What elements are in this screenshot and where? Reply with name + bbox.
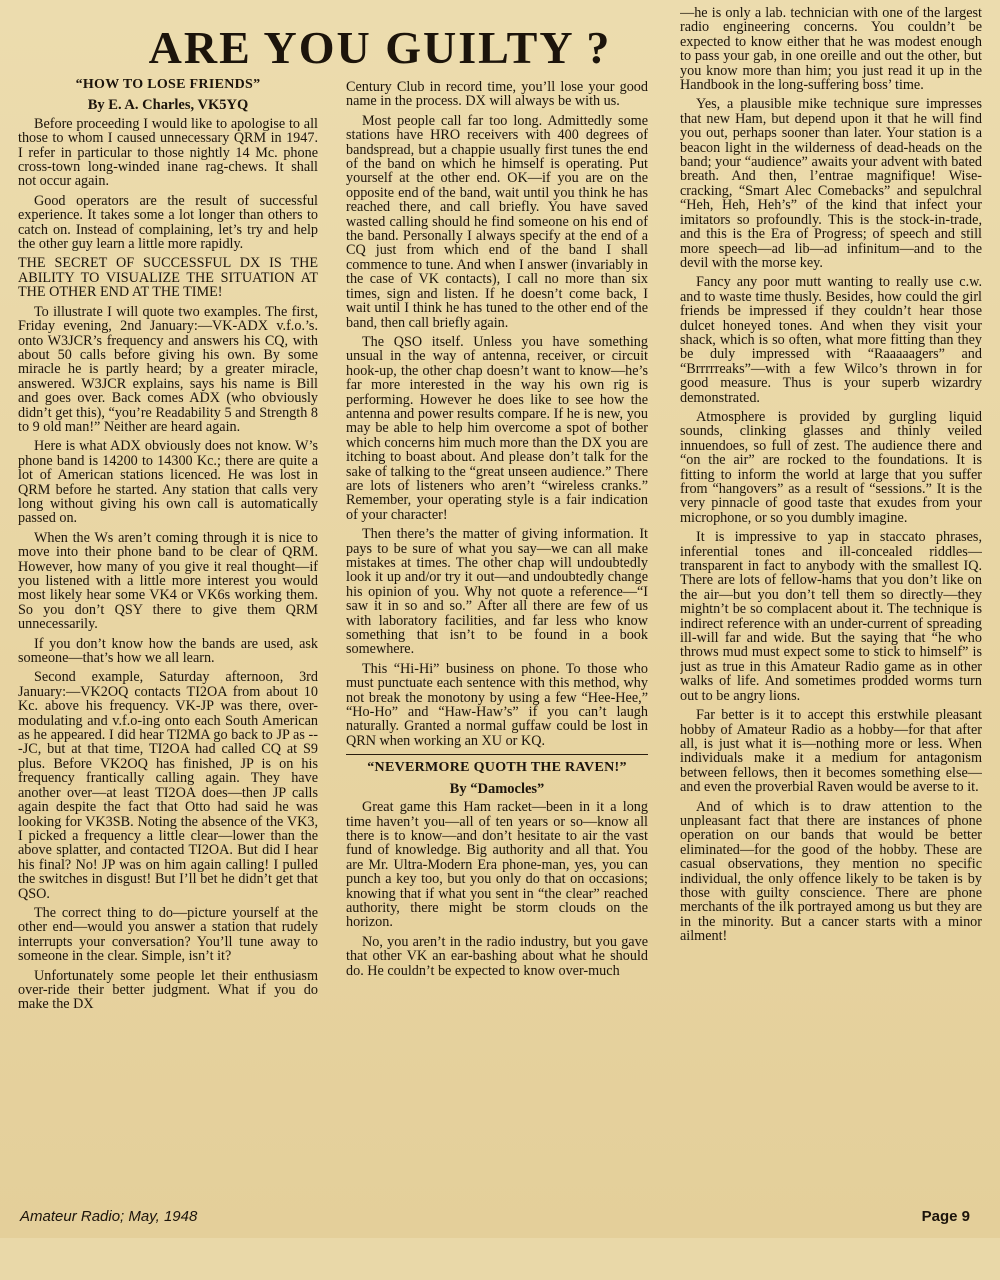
paragraph: If you don’t know how the bands are used, ask someone—that’s how we all learn. — [18, 635, 318, 667]
paragraph: Then there’s the matter of giving information. It pays to be sure of what you say—we can all make mistakes at times. The other chap will undoubtedly look it up and/or try it out—and undoubtedly change his opinion of you. Why not quote a reference—“I saw it in so and so.” After all there are few of us with laboratory facilities, and far less who know something that isn’t to be found in a book somewhere. — [346, 526, 648, 658]
paragraph: Unfortunately some people let their enthusiasm over-ride their better judgment. What if you do make the DX — [18, 967, 318, 1013]
paragraph: Far better is it to accept this erstwhile pleasant hobby of Amateur Radio as a hobby—for that after all, is just what it is—nothing more or less. When individuals make it a medium for antagonism between fellows, then it becomes something else—and even the proverbial Raven would be averse to it. — [680, 707, 982, 796]
paragraph: THE SECRET OF SUCCESSFUL DX IS THE ABILITY TO VISUALIZE THE SITUATION AT THE OTHER END AT THE TIME! — [18, 255, 318, 301]
paragraph: The correct thing to do—picture yourself at the other end—would you answer a station that rudely interrupts your conversation? You’ll tune away to someone in the clear. Simple, isn’t it? — [18, 904, 318, 965]
column-2 — [346, 80, 648, 1280]
paragraph: Most people call far too long. Admittedly some stations have HRO receivers with 400 degrees of bandspread, but a chappie usually first tunes the end of the band on which he himself is operating. Put yourself at the other end. OK—if you are on the opposite end of the band, wait until you think he has reached there, and call briefly. You have saved wasted calling should he find someone on his end of the band. Personally I always specify at the end of a CQ just from which end of the band I shall commence to tune. And when I answer (invariably in the case of VK contacts), I call no more than six times, sign and listen. If he doesn’t come back, I wait until I think he has tuned to the other end of the band, then call briefly again. — [346, 112, 648, 331]
paragraph: This “Hi-Hi” business on phone. To those who must punctuate each sentence with this method, why not break the monotony by using a few “Hee-Hee,” “Ho-Ho” and “Haw-Haw’s” if you can’t laugh naturally. Granted a normal guffaw could be lost in QRN when working an XU or KQ. — [346, 660, 648, 749]
article-heading: “HOW TO LOSE FRIENDS” — [75, 78, 261, 92]
article-heading: “NEVERMORE QUOTH THE RAVEN!” — [367, 760, 627, 776]
column-3 — [680, 6, 982, 1206]
paragraph: And of which is to draw attention to the unpleasant fact that there are instances of phone operation on our bands that would be better eliminated—for the good of the hobby. These are casual observations, they mention no specific individual, the only offence likely to be taken is by those with guilty conscience. There are phone merchants of the ilk portrayed among us but they are in the minority. But a cancer starts with a minor ailment! — [680, 798, 982, 945]
footer-page-number: Page 9 — [921, 1208, 970, 1225]
paragraph: No, you aren’t in the radio industry, but you gave that other VK an ear-bashing about what he should do. He couldn’t be expected to know over-much — [346, 933, 648, 979]
section-divider — [346, 754, 648, 755]
paragraph: Great game this Ham racket—been in it a long time haven’t you—all of ten years or so—know all there is to know—and don’t hesitate to air the vast fund of knowledge. Big authority and all that. You are Mr. Ultra-Modern Era phone-man, yes, you can punch a key too, but you only do that on occasions; knowing that if what you sent in “the clear” reached authority, there might be storm clouds on the horizon. — [346, 799, 648, 931]
page-title: ARE YOU GUILTY ? — [148, 22, 612, 73]
paragraph: When the Ws aren’t coming through it is nice to move into their phone band to be clear of QRM. However, how many of you give it real thought—if you listened with a little more interest you would most likely hear some VK4 or VK6s working them. So you don’t QSY there to give them QRM unnecessarily. — [18, 529, 318, 633]
paragraph: Here is what ADX obviously does not know. W’s phone band is 14200 to 14300 Kc.; there are quite a lot of American stations licenced. He was lost in QRM before he started. Any station that calls very long without giving his own call is automatically passed on. — [18, 438, 318, 527]
paragraph: The QSO itself. Unless you have something unsual in the way of antenna, receiver, or circuit hook-up, the other chap doesn’t want to know—he’s far more interested in the way his own rig is performing. However he does like to see how the antenna and power results compare. If he is new, you may be able to help him overcome a spot of bother which concerns him much more than the DX you are itching to boast about. And please don’t talk for the sake of talking to the “great unseen audience.” There are lots of listeners who aren’t “wireless cranks.” Remember, your operating style is a fair indication of your character! — [346, 333, 648, 523]
paragraph: Second example, Saturday afternoon, 3rd January:—VK2OQ contacts TI2OA from about 10 Kc. above his frequency. VK-JP was there, over-modulating and v.f.o-ing onto each South American as he appeared. I did hear TI2MA go back to JP as ---JC, but at that time, TI2OA had called CQ at S9 plus. Before VK2OQ has finished, JP is on his frequency frantically calling again. They have another over—at least TI2OA does—then JP calls again despite the fact that Otto had said he was looking for VK3SB. Noting the absence of the VK3, I picked a frequency a little clear—lower than the above splatter, and contacted TI2OA. But did I hear his final? No! JP was on him again calling! I pulled the switches in disgust! But I’ll bet he didn’t get that QSO. — [18, 669, 318, 902]
paragraph: Atmosphere is provided by gurgling liquid sounds, clinking glasses and thinly veiled innuendoes, so full of zest. The audience there and “on the air” are rocked to the foundations. It is fitting to inform the world at large that you suffer from “hangovers” as a result of “sessions.” It is the very pinnacle of good taste that exudes from your microphone, or so you dumbly imagine. — [680, 408, 982, 526]
paragraph: Good operators are the result of successful experience. It takes some a lot longer than others to catch on. Instead of complaining, let’s try and help the other guy learn a little more rapidly. — [18, 192, 318, 253]
column-1 — [18, 78, 318, 1278]
footer-publication: Amateur Radio; May, 1948 — [20, 1208, 198, 1225]
paragraph: —he is only a lab. technician with one of the largest radio engineering concerns. You couldn’t be expected to know either that he was modest enough to pass your gab, in one oreille and out the other, but you know more than him; you just read it up in the Handbook in the long-suffering boss’ time. — [680, 6, 982, 94]
paragraph: To illustrate I will quote two examples. The first, Friday evening, 2nd January:—VK-ADX v.f.o.’s. onto W3JCR’s frequency and answers his CQ, with about 50 calls before giving his own. By some miracle he is partly heard; by a greater miracle, answered. W3JCR explains, says his name is Bill and goes over. Back comes ADX (who obviously didn’t get this), “you’re Readability 5 and Strength 8 to 9 old man!” Neither are heard again. — [18, 303, 318, 435]
paragraph: It is impressive to yap in staccato phrases, inferential tones and ill-concealed riddles—transparent in fact to anybody with the smallest IQ. There are lots of fellow-hams that you don’t like on the air—but you don’t tell them so directly—they mightn’t be so complacent about it. The technique is indirect reference with an under-current of spreading ill-will far and wide. But the saying that “he who throws mud must expect some to stick to himself” is just as true in this Amateur Radio game as in other walks of life. And sometimes prodded worms turn out to be angry lions. — [680, 529, 982, 704]
paragraph: Yes, a plausible mike technique sure impresses that new Ham, but depend upon it that he will find you out, perhaps sooner than later. Your station is a beacon light in the wilderness of dead-heads on the band; your “audience” awaits your advent with bated breath. And then, l’entrae magnifique! Wise-cracking, “Smart Alec Comebacks” and sepulchral “Heh, Heh, Heh’s” of the kind that infect your imitators so profoundly. This is the stock-in-trade, and this is the Era of Progress; of speech and still more speech—ad lib—ad infinitum—and to the devil with the morse key. — [680, 96, 982, 271]
article-byline: By E. A. Charles, VK5YQ — [87, 97, 249, 114]
article-byline: By “Damocles” — [449, 780, 545, 797]
paragraph: Century Club in record time, you’ll lose your good name in the process. DX will always be with us. — [346, 80, 648, 110]
paragraph: Before proceeding I would like to apologise to all those to whom I caused unnecessary QRM in 1947. I refer in particular to those nightly 14 Mc. phone cross-town long-winded inane rag-chews. It shall not occur again. — [18, 115, 318, 190]
paragraph: Fancy any poor mutt wanting to really use c.w. and to waste time thusly. Besides, how could the girl friends be impressed if they couldn’t hear those dulcet honeyed tones. And when they visit your shack, which is so often, what more fitting than they be duly impressed with “Raaaaagers” and “Brrrrreaks”—with a few Wilco’s thrown in for good measure. Thus is your superb wizardry demonstrated. — [680, 274, 982, 406]
